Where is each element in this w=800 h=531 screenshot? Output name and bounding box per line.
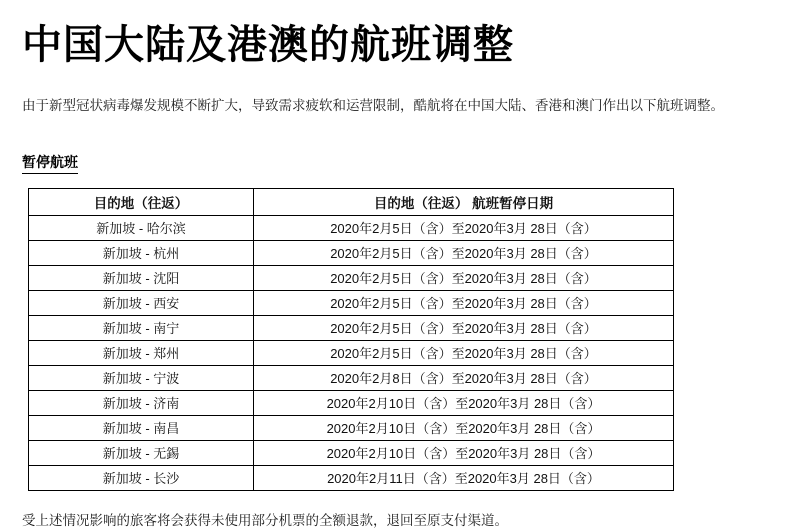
cell-period: 2020年2月8日（含）至2020年3月 28日（含） (254, 365, 674, 390)
table-header-row (29, 188, 674, 215)
table-row (29, 340, 674, 365)
table-row (29, 390, 674, 415)
column-header-suspension-period: 目的地（往返） 航班暂停日期 (254, 188, 674, 215)
cell-period: 2020年2月5日（含）至2020年3月 28日（含） (254, 240, 674, 265)
cell-period: 2020年2月5日（含）至2020年3月 28日（含） (254, 265, 674, 290)
table-row (29, 415, 674, 440)
section-heading-suspended-flights: 暂停航班 (22, 152, 78, 174)
cell-period: 2020年2月5日（含）至2020年3月 28日（含） (254, 290, 674, 315)
cell-period: 2020年2月5日（含）至2020年3月 28日（含） (254, 215, 674, 240)
table-row (29, 290, 674, 315)
cell-period: 2020年2月10日（含）至2020年3月 28日（含） (254, 390, 674, 415)
cell-period: 2020年2月10日（含）至2020年3月 28日（含） (254, 415, 674, 440)
cell-destination: 新加坡 - 郑州 (29, 340, 254, 365)
cell-destination: 新加坡 - 南昌 (29, 415, 254, 440)
cell-period: 2020年2月5日（含）至2020年3月 28日（含） (254, 340, 674, 365)
table-row (29, 265, 674, 290)
cell-destination: 新加坡 - 杭州 (29, 240, 254, 265)
cell-destination: 新加坡 - 哈尔滨 (29, 215, 254, 240)
cell-destination: 新加坡 - 西安 (29, 290, 254, 315)
table-header (29, 188, 674, 215)
cell-period: 2020年2月5日（含）至2020年3月 28日（含） (254, 315, 674, 340)
cell-destination: 新加坡 - 南宁 (29, 315, 254, 340)
section-heading-wrapper (22, 130, 778, 174)
column-header-destination: 目的地（往返） (29, 188, 254, 215)
table-body (29, 215, 674, 490)
cell-destination: 新加坡 - 宁波 (29, 365, 254, 390)
suspended-flights-table (28, 188, 674, 491)
table-row (29, 465, 674, 490)
cell-destination: 新加坡 - 无錫 (29, 440, 254, 465)
table-row (29, 315, 674, 340)
cell-period: 2020年2月10日（含）至2020年3月 28日（含） (254, 440, 674, 465)
table-row (29, 365, 674, 390)
page-title: 中国大陆及港澳的航班调整 (22, 23, 514, 67)
table-row (29, 215, 674, 240)
table-row (29, 240, 674, 265)
intro-paragraph: 由于新型冠状病毒爆发规模不断扩大，导致需求疲软和运营限制，酷航将在中国大陆、香港和澳门作出以下航班调整。 (22, 98, 724, 113)
cell-destination: 新加坡 - 沈阳 (29, 265, 254, 290)
refund-footnote: 受上述情况影响的旅客将会获得未使用部分机票的全额退款，退回至原支付渠道。 (22, 512, 508, 528)
table-row (29, 440, 674, 465)
cell-period: 2020年2月11日（含）至2020年3月 28日（含） (254, 465, 674, 490)
cell-destination: 新加坡 - 长沙 (29, 465, 254, 490)
cell-destination: 新加坡 - 济南 (29, 390, 254, 415)
